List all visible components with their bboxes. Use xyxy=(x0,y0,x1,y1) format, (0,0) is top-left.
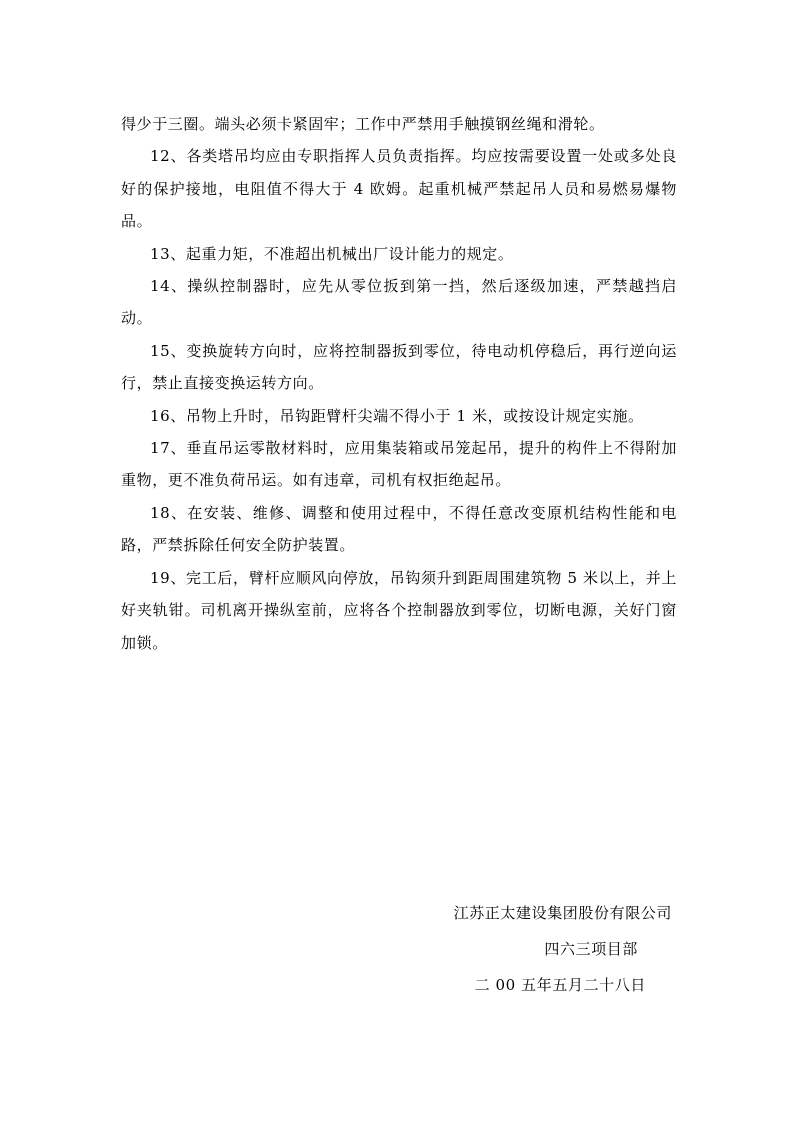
paragraph-rule-13: 13、起重力矩，不准超出机械出厂设计能力的规定。 xyxy=(150,244,514,263)
paragraph-rule-17: 17、垂直吊运零散材料时，应用集装箱或吊笼起吊，提升的构件上不得附加重物，更不准负荷吊运。如有违章，司机有权拒绝起吊。 xyxy=(121,439,677,490)
signature-company: 江苏正太建设集团股份有限公司 xyxy=(453,904,672,922)
paragraph-rule-19: 19、完工后，臂杆应顺风向停放，吊钩须升到距周围建筑物 5 米以上，并上好夹轨钳。司机离开操纵室前，应将各个控制器放到零位，切断电源，关好门窗加锁。 xyxy=(121,568,677,652)
signature-block xyxy=(412,895,672,1003)
paragraph-continuation: 得少于三圈。端头必须卡紧固牢；工作中严禁用手触摸钢丝绳和滑轮。 xyxy=(121,115,605,133)
paragraph-rule-14: 14、操纵控制器时，应先从零位扳到第一挡，然后逐级加速，严禁越挡启动。 xyxy=(121,277,677,328)
signature-department: 四六三项目部 xyxy=(544,940,638,958)
paragraph-rule-12: 12、各类塔吊均应由专职指挥人员负责指挥。均应按需要设置一处或多处良好的保护接地，电阻值不得大于 4 欧姆。起重机械严禁起吊人员和易燃易爆物品。 xyxy=(121,147,677,231)
signature-date: 二 00 五年五月二十八日 xyxy=(474,976,646,994)
paragraph-rule-18: 18、在安装、维修、调整和使用过程中，不得任意改变原机结构性能和电路，严禁拆除任何安全防护装置。 xyxy=(121,503,677,555)
paragraph-rule-15: 15、变换旋转方向时，应将控制器扳到零位，待电动机停稳后，再行逆向运行，禁止直接变换运转方向。 xyxy=(121,341,677,393)
paragraph-rule-16: 16、吊物上升时，吊钩距臂杆尖端不得小于 1 米，或按设计规定实施。 xyxy=(150,406,644,425)
document-body xyxy=(121,108,677,659)
